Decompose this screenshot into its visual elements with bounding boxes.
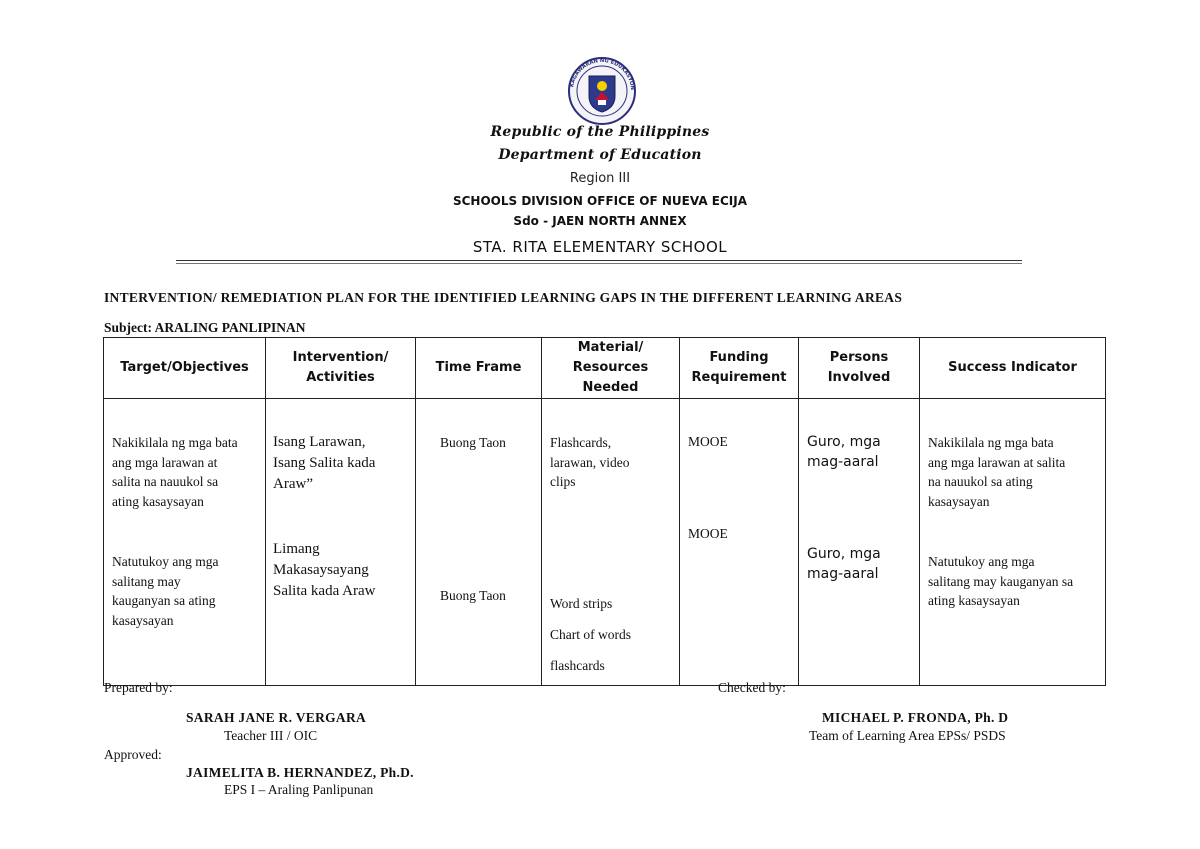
checked-by-title: Team of Learning Area EPSs/ PSDS <box>809 728 1006 743</box>
cell-intervention <box>266 399 416 686</box>
header-target: Target/Objectives <box>104 338 266 399</box>
success-a: Nakikilala ng mga bata ang mga larawan at salita na nauukol sa ating kasaysayan <box>928 435 1066 509</box>
region-heading: Region III <box>569 171 631 186</box>
intervention-table <box>103 337 1106 686</box>
time-frame-a: Buong Taon <box>440 435 506 450</box>
header-intervention: Intervention/ Activities <box>266 338 416 399</box>
header-persons: Persons Involved <box>799 338 920 399</box>
school-name: STA. RITA ELEMENTARY SCHOOL <box>472 238 728 256</box>
svg-text:KAGAWARAN NG EDUKASYON: KAGAWARAN NG EDUKASYON <box>569 57 636 91</box>
materials-chart-of-words: Chart of words <box>550 627 631 642</box>
subject-line: Subject: ARALING PANLIPINAN <box>104 320 306 335</box>
prepared-by-label: Prepared by: <box>104 680 173 695</box>
cell-persons <box>799 399 920 686</box>
header-material: Material/ Resources Needed <box>542 338 680 399</box>
cell-time-frame <box>416 399 542 686</box>
cell-funding <box>680 399 799 686</box>
prepared-by-name: SARAH JANE R. VERGARA <box>186 710 367 725</box>
header-divider-secondary <box>176 263 1022 264</box>
department-heading: Department of Education <box>498 147 702 163</box>
time-frame-b: Buong Taon <box>440 588 506 603</box>
cell-success <box>920 399 1106 686</box>
checked-by-label: Checked by: <box>718 680 786 695</box>
funding-a: MOOE <box>688 434 728 449</box>
target-b: Natutukoy ang mga salitang may kauganyan sa ating kasaysayan <box>112 554 219 628</box>
materials-flashcards: flashcards <box>550 658 605 673</box>
approved-label: Approved: <box>104 747 162 762</box>
table-row <box>104 399 1106 686</box>
approved-by-name: JAIMELITA B. HERNANDEZ, Ph.D. <box>186 765 414 780</box>
plan-title: INTERVENTION/ REMEDIATION PLAN FOR THE IDENTIFIED LEARNING GAPS IN THE DIFFERENT LEARNING AREAS <box>104 290 903 305</box>
intervention-b: Limang Makasaysayang Salita kada Araw <box>273 541 376 599</box>
table-header-row <box>104 338 1106 399</box>
republic-heading: Republic of the Philippines <box>490 124 710 140</box>
sdo-heading: Sdo - JAEN NORTH ANNEX <box>513 214 687 228</box>
prepared-by-title: Teacher III / OIC <box>224 728 318 743</box>
materials-a: Flashcards, larawan, video clips <box>550 435 630 489</box>
cell-target <box>104 399 266 686</box>
checked-by-name: MICHAEL P. FRONDA, Ph. D <box>822 710 1009 725</box>
target-a: Nakikilala ng mga bata ang mga larawan at salita na nauukol sa ating kasaysayan <box>112 435 238 509</box>
persons-a: Guro, mga mag-aaral <box>807 434 881 470</box>
header-time-frame: Time Frame <box>416 338 542 399</box>
materials-word-strips: Word strips <box>550 596 613 611</box>
intervention-a: Isang Larawan, Isang Salita kada Araw” <box>273 434 376 492</box>
division-heading: SCHOOLS DIVISION OFFICE OF NUEVA ECIJA <box>452 194 748 208</box>
persons-b: Guro, mga mag-aaral <box>807 546 881 582</box>
header-funding: Funding Requirement <box>680 338 799 399</box>
deped-seal-logo <box>567 56 637 126</box>
funding-b: MOOE <box>688 526 728 541</box>
approved-by-title: EPS I – Araling Panlipunan <box>224 782 374 797</box>
header-success: Success Indicator <box>920 338 1106 399</box>
header-divider <box>176 260 1022 261</box>
success-b: Natutukoy ang mga salitang may kauganyan sa ating kasaysayan <box>928 554 1074 608</box>
cell-materials <box>542 399 680 686</box>
